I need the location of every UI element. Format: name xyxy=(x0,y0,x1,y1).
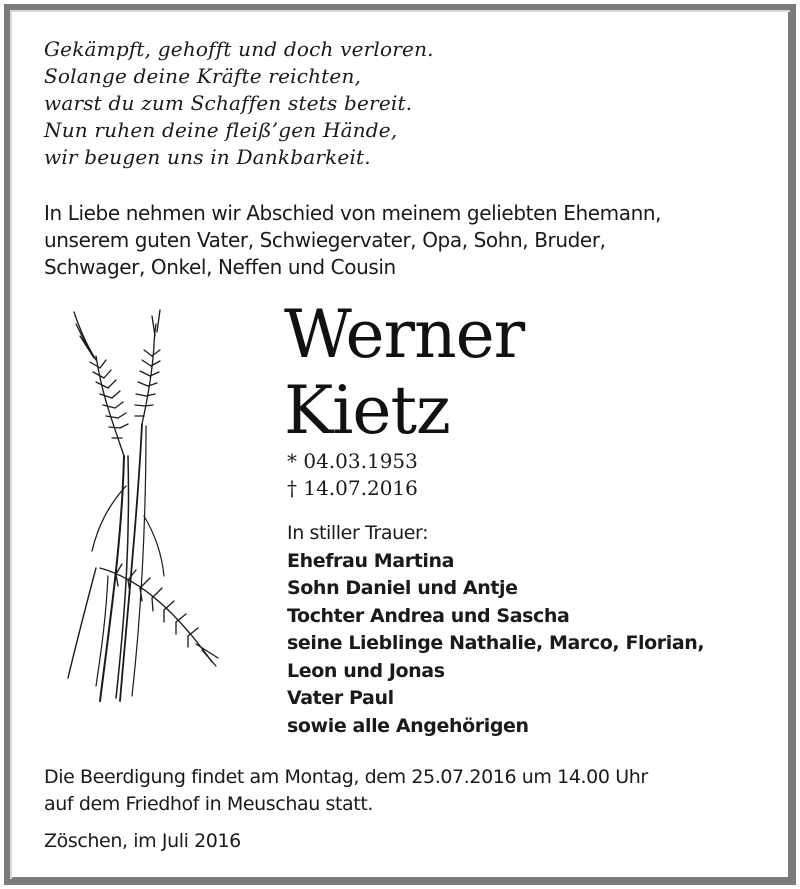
intro-text xyxy=(44,200,661,281)
mourner-line: seine Lieblinge Nathalie, Marco, Florian, xyxy=(287,632,705,654)
mourner-line: Vater Paul xyxy=(287,687,394,709)
poem-line: Gekämpft, gehofft und doch verloren. xyxy=(44,37,434,61)
intro-line: unserem guten Vater, Schwiegervater, Opa, Sohn, Bruder, xyxy=(44,228,606,252)
mourner-line: Sohn Daniel und Antje xyxy=(287,577,518,599)
poem-line: Solange deine Kräfte reichten, xyxy=(44,64,362,88)
mourner-line: Ehefrau Martina xyxy=(287,549,455,572)
deceased-last-name: Kietz xyxy=(284,372,450,449)
mourner-line: sowie alle Angehörigen xyxy=(287,714,529,737)
funeral-line: Die Beerdigung findet am Montag, dem 25.07.2016 um 14.00 Uhr xyxy=(44,766,648,788)
funeral-line: auf dem Friedhof in Meuschau statt. xyxy=(44,793,374,815)
mourner-line: Leon und Jonas xyxy=(287,659,445,682)
mourners-heading: In stiller Trauer: xyxy=(287,522,429,544)
poem-line: Nun ruhen deine fleiß’gen Hände, xyxy=(44,118,398,142)
poem xyxy=(44,36,434,171)
deceased-first-name: Werner xyxy=(284,296,525,373)
birth-date: * 04.03.1953 xyxy=(287,449,418,473)
poem-line: wir beugen uns in Dankbarkeit. xyxy=(44,145,371,169)
mourners-list xyxy=(287,520,704,740)
poem-line: warst du zum Schaffen stets bereit. xyxy=(44,91,413,115)
funeral-info xyxy=(44,764,648,818)
wheat-icon xyxy=(56,306,226,706)
life-dates xyxy=(287,448,418,502)
intro-line: In Liebe nehmen wir Abschied von meinem geliebten Ehemann, xyxy=(44,201,662,225)
mourner-line: Tochter Andrea und Sascha xyxy=(287,604,570,627)
intro-line: Schwager, Onkel, Neffen und Cousin xyxy=(44,255,396,279)
place-date: Zöschen, im Juli 2016 xyxy=(44,830,241,852)
death-date: † 14.07.2016 xyxy=(287,476,418,500)
